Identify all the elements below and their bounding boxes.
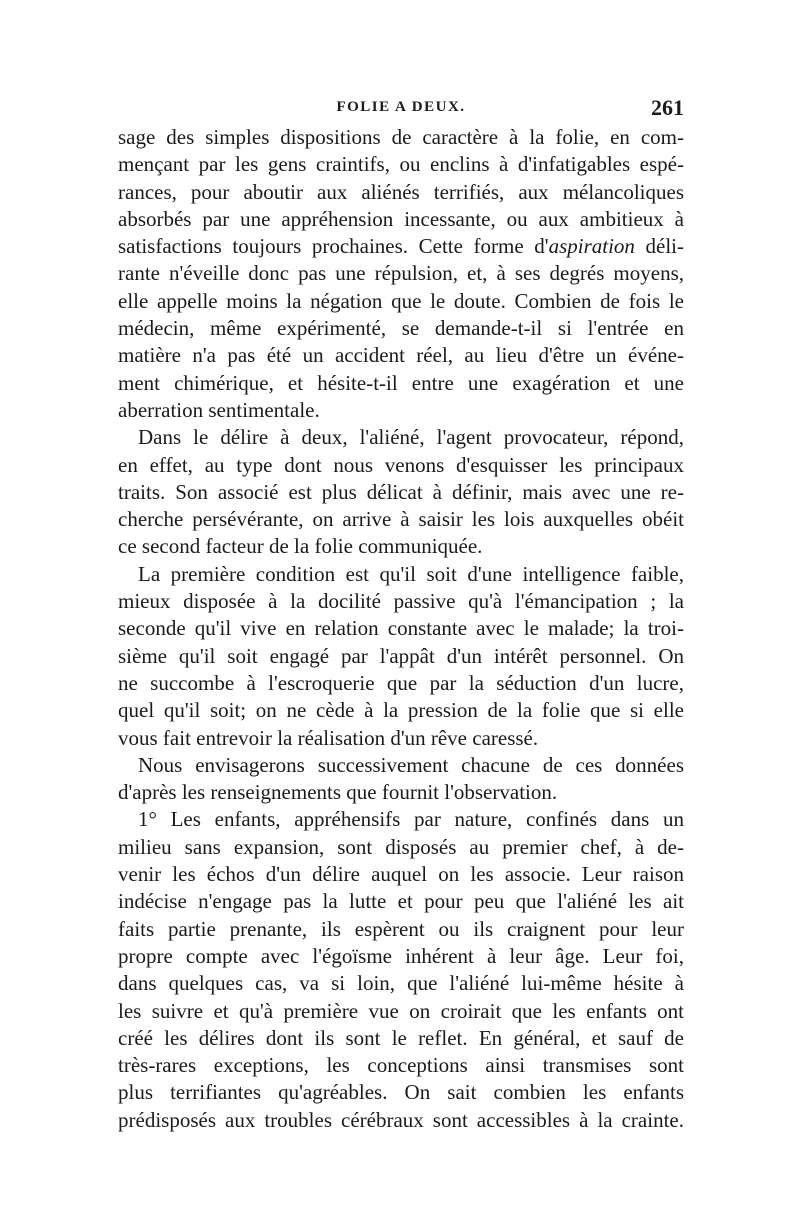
text-line (118, 861, 684, 888)
text-line-content: en effet, au type dont nous venons d'esquisser les principaux (118, 452, 684, 477)
text-line-content: médecin, même expérimenté, se demande-t-il si l'entrée en (118, 316, 684, 341)
text-line (118, 506, 684, 533)
text-line-content: elle appelle moins la négation que le doute. Combien de fois le (118, 288, 684, 313)
italic-term: aspiration (548, 234, 635, 259)
text-line (118, 561, 684, 588)
text-line (118, 588, 684, 615)
text-line (118, 1079, 684, 1106)
text-line (118, 1107, 684, 1134)
text-line (118, 697, 684, 724)
text-line-content: traits. Son associé est plus délicat à définir, mais avec une re- (118, 479, 684, 504)
text-line-content: ce second facteur de la folie communiquée. (118, 534, 483, 559)
text-line-content: dans quelques cas, va si loin, que l'aliéné lui-même hésite à (118, 971, 684, 996)
text-line (118, 452, 684, 479)
text-line-content: sième qu'il soit engagé par l'appât d'un intérêt personnel. On (118, 643, 684, 668)
text-line-content: La première condition est qu'il soit d'une intelligence faible, (138, 561, 684, 586)
text-line-content: 1° Les enfants, appréhensifs par nature, confinés dans un (138, 807, 684, 832)
text-line-content: cherche persévérante, on arrive à saisir les lois auxquelles obéit (118, 507, 684, 532)
text-line (118, 397, 684, 424)
text-line-content: matière n'a pas été un accident réel, au lieu d'être un événe- (118, 343, 684, 368)
text-line (118, 288, 684, 315)
text-line-content: indécise n'engage pas la lutte et pour peu que l'aliéné les ait (118, 889, 684, 914)
text-line-content: Dans le délire à deux, l'aliéné, l'agent provocateur, répond, (138, 425, 684, 450)
text-line-content: faits partie prenante, ils espèrent ou ils craignent pour leur (118, 916, 684, 941)
page-header (118, 95, 684, 125)
text-line (118, 1025, 684, 1052)
text-line (118, 124, 684, 151)
text-line (118, 179, 684, 206)
text-line (118, 943, 684, 970)
text-line (118, 779, 684, 806)
text-line-content: aberration sentimentale. (118, 397, 320, 422)
text-line (118, 643, 684, 670)
text-line-content: d'après les renseignements que fournit l'observation. (118, 780, 558, 805)
text-line (118, 206, 684, 233)
text-line (118, 670, 684, 697)
text-line (118, 370, 684, 397)
text-line-content: satisfactions toujours prochaines. Cette forme d' (118, 234, 549, 259)
text-line-content: rances, pour aboutir aux aliénés terrifiés, aux mélancoliques (118, 179, 684, 204)
text-line (118, 315, 684, 342)
text-line (118, 970, 684, 997)
page-number: 261 (651, 95, 684, 120)
text-line-content: propre compte avec l'égoïsme inhérent à leur âge. Leur foi, (118, 943, 684, 968)
text-line-content: mençant par les gens craintifs, ou enclins à d'infatigables espé- (118, 152, 684, 177)
text-line (118, 151, 684, 178)
text-line-content: Nous envisagerons successivement chacune de ces données (138, 752, 684, 777)
text-line-content: ment chimérique, et hésite-t-il entre une exagération et une (118, 370, 684, 395)
text-line-content: ne succombe à l'escroquerie que par la séduction d'un lucre, (118, 670, 684, 695)
text-line-content: très-rares exceptions, les conceptions ainsi transmises sont (118, 1053, 684, 1078)
text-line-continuation: déli- (634, 234, 684, 259)
text-line-content: créé les délires dont ils sont le reflet. En général, et sauf de (118, 1025, 684, 1050)
text-line (118, 998, 684, 1025)
text-line (118, 725, 684, 752)
text-line (118, 752, 684, 779)
text-line-content: quel qu'il soit; on ne cède à la pression de la folie que si elle (118, 698, 684, 723)
text-line (118, 615, 684, 642)
text-line (118, 1052, 684, 1079)
text-line-content: rante n'éveille donc pas une répulsion, et, à ses degrés moyens, (118, 261, 684, 286)
text-line (118, 806, 684, 833)
text-line (118, 260, 684, 287)
text-line (118, 834, 684, 861)
text-line (118, 533, 684, 560)
text-line (118, 342, 684, 369)
running-title: FOLIE A DEUX. (336, 99, 466, 115)
text-line-content: prédisposés aux troubles cérébraux sont accessibles à la crainte. (118, 1107, 684, 1132)
text-line-content: milieu sans expansion, sont disposés au premier chef, à de- (118, 834, 684, 859)
text-line-content: mieux disposée à la docilité passive qu'à l'émancipation ; la (118, 589, 684, 614)
text-line (118, 479, 684, 506)
text-line-content: vous fait entrevoir la réalisation d'un rêve caressé. (118, 725, 539, 750)
text-line (118, 424, 684, 451)
text-line-content: seconde qu'il vive en relation constante avec le malade; la troi- (118, 616, 684, 641)
body-text (118, 124, 684, 1134)
text-line-content: venir les échos d'un délire auquel on les associe. Leur raison (118, 862, 684, 887)
text-line-content: sage des simples dispositions de caractère à la folie, en com- (118, 125, 684, 149)
text-line-content: absorbés par une appréhension incessante, ou aux ambitieux à (118, 206, 684, 231)
text-line-content: plus terrifiantes qu'agréables. On sait combien les enfants (118, 1080, 684, 1105)
text-line (118, 888, 684, 915)
text-line-content: les suivre et qu'à première vue on croirait que les enfants ont (118, 998, 684, 1023)
text-line (118, 233, 684, 260)
text-line (118, 916, 684, 943)
